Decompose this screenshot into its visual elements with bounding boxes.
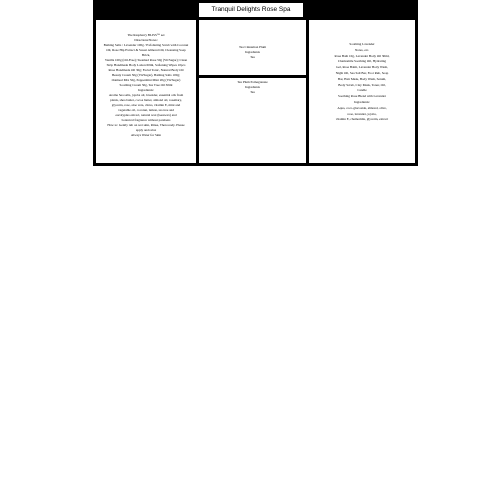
raspberry-set-line: vegetable oil, coconut, lemon, tea tree and (118, 108, 174, 112)
raspberry-set-line: Oil, Rose Hip Extract & Sweet Almond Oil, Cleansing Soap Brick, (106, 48, 186, 57)
page-title: Tranquil Delights Rose Spa (199, 3, 303, 17)
raspberry-set-line: Rose Handmade Oil 30g; Facial Tonic, Natural Body Oil (108, 68, 184, 72)
raspberry-set-line: Oatmeal Mix 50g, Peppermint Mint 20g (Vit/Sugar) (111, 78, 181, 82)
raspberry-set-line: botanical fragrance without parabens (121, 118, 171, 122)
plum-pomegranate-line: Tea Plum Pomegranate (237, 80, 268, 84)
product-panel-plum-pomegranate (199, 78, 306, 163)
lavender-line: Bar, Hair Mask, Body Wash, Serum, (337, 76, 387, 81)
raspberry-set-line: plants, shea butter, cocoa butter, almond oil, rosemary, (110, 98, 182, 102)
lavender-line: Night Oil, Sea Salt Bar, Foot Rub, Soap (335, 70, 389, 75)
raspberry-set-line: Beauty Cream 50g (Vit/Sugar), Bathing Salts 100g; (111, 73, 181, 77)
plum-pomegranate-line: Tea (250, 90, 255, 94)
raspberry-set-line: eucalyptus extract, natural wax (beeswax) and (115, 113, 177, 117)
product-panel-raspberry (96, 20, 196, 163)
raspberry-set-line: Aroma Sea salts, jojoba oil, lavender, essential oils from (108, 93, 184, 97)
lavender-line: Notes, etc. (354, 47, 369, 52)
plum-pomegranate-line: Ingredients (245, 85, 260, 89)
lavender-line: Soothing Lavender (349, 42, 375, 46)
raspberry-set-line: Strip Handmade Body Lotion 60ml, Softening Wipes 10pcs (106, 63, 186, 67)
raspberry-set-line: The Raspberry BLISS™ set (127, 33, 165, 37)
lavender-line: vitamin E, chamomile, glycerin, extract (335, 117, 389, 122)
lavender-line: Soothing Rose Blend with Lavender (338, 94, 386, 99)
raspberry-set-line: Directions/Notes: (134, 38, 158, 42)
raspberry-set-line: Vanilla 100g (Oil-Free); Steamed Rose 50g (Vit/Sugar); Clean (104, 58, 188, 62)
lavender-line: Aqua, coco-glucoside, almond, olive, (337, 105, 387, 110)
raspberry-set-line: Ingredients: (138, 88, 154, 92)
raspberry-set-line: apply and relax (135, 128, 157, 132)
cinnamon-plum-line: Ingredients (245, 50, 260, 54)
lavender-line: rose, lavender, jojoba, (347, 111, 377, 116)
cinnamon-plum-line: Tea (250, 55, 255, 59)
lavender-line: Gel, Rose Balm, Lavender Body Wash, (336, 65, 388, 70)
lavender-line: Chamomile Soothing Oil, Hydrating (337, 59, 387, 64)
lavender-line: Body Scrub, Clay Mask, Toner, Oil, (338, 82, 386, 87)
raspberry-set-line: Bathing Salts / Lavender 100g / Exfoliating Scrub with Coconut (103, 43, 189, 47)
lavender-line: Ingredients: (354, 99, 370, 104)
lavender-line: Rose Bath 10g, Lavender Body Oil 30ml, (334, 53, 390, 58)
lavender-line: Candle (357, 88, 367, 93)
raspberry-set-line: Always Water for Skin (130, 133, 162, 137)
raspberry-set-line: How to: Gently rub on wet skin, Rinse, Then ready. Please (107, 123, 185, 127)
raspberry-set-line: Soothing Cream 50g, Tea Tree Oil 30ml (119, 83, 173, 87)
product-panel-lavender (309, 20, 415, 163)
raspberry-set-line: glycerin, rose, aloe vera, citrus, vitamin E, mint and (111, 103, 181, 107)
cinnamon-plum-line: Tea Cinnamon Plum (238, 45, 267, 49)
product-panel-cinnamon-plum (199, 20, 306, 75)
